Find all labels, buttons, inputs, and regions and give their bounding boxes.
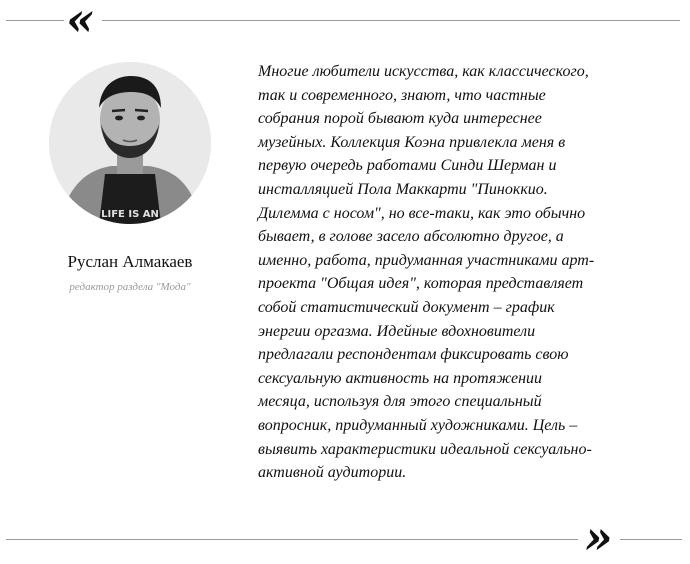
quote-line: Дилемма с носом", но все-таки, как это обычно xyxy=(258,204,586,222)
author-portrait-image xyxy=(49,62,211,224)
quote-line: собрания порой бывают куда интереснее xyxy=(258,110,542,128)
quote-line: предлагали респондентам фиксировать свою xyxy=(258,346,569,364)
quote-line: Многие любители искусства, как классического, xyxy=(258,63,589,80)
open-quote-icon: « xyxy=(66,0,95,46)
bottom-rule-left xyxy=(6,539,578,540)
quote-line: выявить характеристики идеальной сексуально- xyxy=(258,440,592,458)
quote-line: так и современного, знают, что частные xyxy=(258,86,546,104)
quote-line: вопросник, придуманный художниками. Цель – xyxy=(258,416,578,434)
top-rule-left xyxy=(6,20,64,21)
quote-line: месяца, используя для этого специальный xyxy=(258,393,542,411)
quote-line: активной аудитории. xyxy=(258,464,407,482)
quote-line: музейных. Коллекция Коэна привлекла меня в xyxy=(258,133,566,151)
quote-line: именно, работа, придуманная участниками арт- xyxy=(258,251,595,269)
shirt-print-text: LIFE IS AN xyxy=(101,209,159,220)
quote-line: проекта "Общая идея", которая представляет xyxy=(258,275,584,293)
quote-text xyxy=(258,60,658,485)
top-rule-right xyxy=(102,20,680,21)
author-role: редактор раздела "Мода" xyxy=(69,281,191,293)
bottom-rule-right xyxy=(620,539,682,540)
close-quote-icon: » xyxy=(584,510,613,564)
avatar xyxy=(49,62,211,224)
quote-line: сексуальную активность на протяжении xyxy=(258,369,543,387)
quote-line: инсталляцией Пола Маккарти "Пиноккио. xyxy=(258,180,548,198)
quote-line: собой статистический документ – график xyxy=(258,298,555,316)
author-name: Руслан Алмакаев xyxy=(67,252,193,271)
author-block xyxy=(40,62,220,293)
quote-line: бывает, в голове засело абсолютно другое, а xyxy=(258,228,564,246)
quote-line: первую очередь работами Синди Шерман и xyxy=(258,157,557,175)
quote-line: энергии оргазма. Идейные вдохновители xyxy=(258,322,536,340)
